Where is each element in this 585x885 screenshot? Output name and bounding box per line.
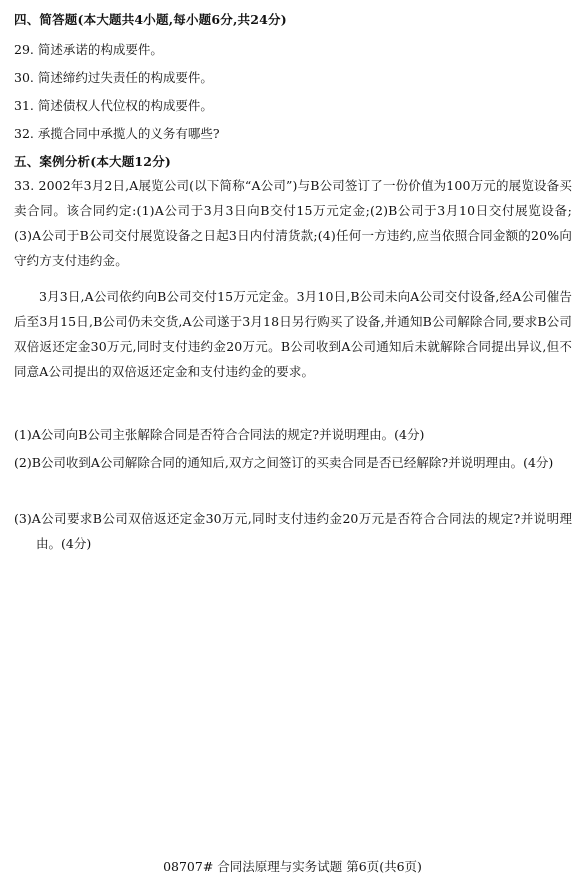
sub-question-3: (3)A公司要求B公司双倍返还定金30万元,同时支付违约金20万元是否符合合同法的规定?并说明理由。(4分)	[14, 511, 572, 551]
section-heading-case-analysis: 五、案例分析(本大题12分)	[14, 154, 172, 169]
case-33-intro: 33. 2002年3月2日,A展览公司(以下简称“A公司”)与B公司签订了一份价值为100万元的展览设备买卖合同。该合同约定:(1)A公司于3月3日向B交付15万元定金;(2)B公司于3月10日交付展览设备;(3)A公司于B公司交付展览设备之日起3日内付清货款;(4)任何一方违约,应当依照合同金额的20%向守约方支付违约金。	[14, 178, 572, 268]
question-31: 31. 简述债权人代位权的构成要件。	[14, 98, 213, 113]
sub-question-1: (1)A公司向B公司主张解除合同是否符合合同法的规定?并说明理由。(4分)	[14, 427, 425, 442]
section-heading-short-answer: 四、简答题(本大题共4小题,每小题6分,共24分)	[14, 12, 287, 27]
question-30: 30. 简述缔约过失责任的构成要件。	[14, 70, 213, 85]
sub-question-2: (2)B公司收到A公司解除合同的通知后,双方之间签订的买卖合同是否已经解除?并说明理由。(4分)	[14, 455, 554, 470]
question-32: 32. 承揽合同中承揽人的义务有哪些?	[14, 126, 220, 141]
case-33-facts: 3月3日,A公司依约向B公司交付15万元定金。3月10日,B公司未向A公司交付设备,经A公司催告后至3月15日,B公司仍未交货,A公司遂于3月18日另行购买了设备,并通知B公司解除合同,要求B公司双倍返还定金30万元,同时支付违约金20万元。B公司收到A公司通知后未就解除合同提出异议,但不同意A公司提出的双倍返还定金和支付违约金的要求。	[14, 289, 572, 379]
question-29: 29. 简述承诺的构成要件。	[14, 42, 163, 57]
page-footer: 08707# 合同法原理与实务试题 第6页(共6页)	[163, 859, 422, 874]
